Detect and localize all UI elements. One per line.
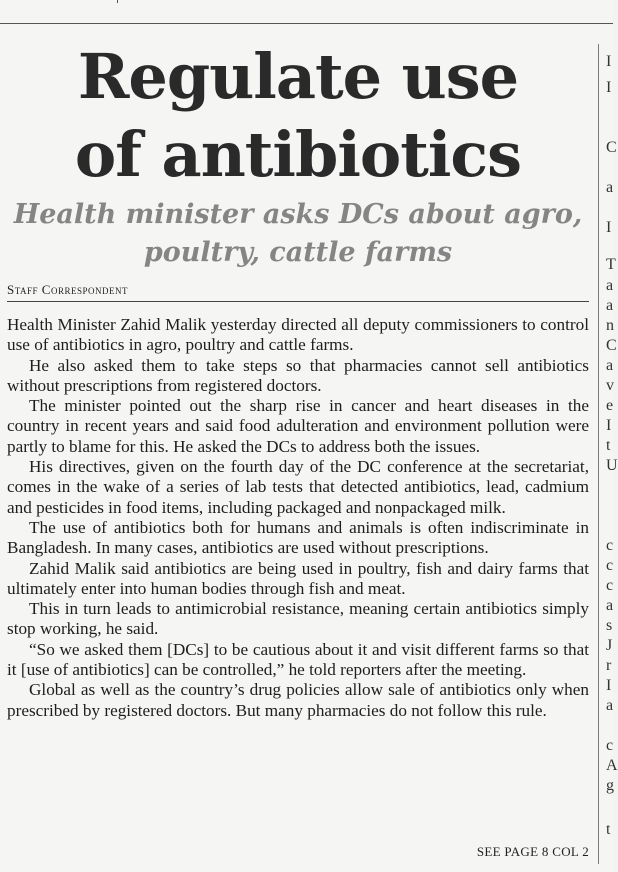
adjacent-column-fragment: r [606,657,612,674]
article-body [7,315,589,721]
paragraph: “So we asked them [DCs] to be cautious about it and visit different farms so that it [use of antibiotics] can be controlled,” he told reporters after the meeting. [7,639,589,680]
paragraph: Health Minister Zahid Malik yesterday directed all deputy commissioners to control use of antibiotics in agro, poultry and cattle farms. [7,315,589,355]
top-rule [0,23,613,24]
adjacent-column-fragment: a [606,697,614,714]
adjacent-column-fragment: c [606,557,614,574]
adjacent-column-fragment: g [606,777,614,794]
subheadline-line-2: poultry, cattle farms [143,237,453,268]
paragraph: His directives, given on the fourth day of the DC conference at the secretariat, comes in the wake of a series of lab tests that detected antibiotics, lead, cadmium and pesticides in food items, including packaged and nonpackaged milk. [7,457,589,517]
adjacent-column-fragment: e [606,397,614,414]
adjacent-column-fragment: c [606,537,614,554]
adjacent-column-fragment: s [606,617,613,634]
paragraph: This in turn leads to antimicrobial resistance, meaning certain antibiotics simply stop working, he said. [7,599,589,639]
adjacent-column-fragment: t [606,821,611,838]
article [7,38,589,721]
subheadline-line-1: Health minister asks DCs about agro, [13,199,583,230]
adjacent-column-fragment: I [606,219,612,236]
adjacent-column-fragment: I [606,677,612,694]
paragraph: Zahid Malik said antibiotics are being used in poultry, fish and dairy farms that ultimately enter into human bodies through fish and meat. [7,558,589,598]
adjacent-column-fragment: n [606,317,614,334]
column-divider [598,44,599,864]
paragraph: He also asked them to take steps so that pharmacies cannot sell antibiotics without prescriptions from registered doctors. [7,355,589,395]
adjacent-column-fragment: a [606,179,614,196]
headline-line-2: of antibiotics [74,118,522,191]
adjacent-column-fragment: C [606,139,617,156]
paragraph: The use of antibiotics both for humans and animals is often indiscriminate in Bangladesh. In many cases, antibiotics are used without prescriptions. [7,517,589,558]
adjacent-column-fragment: c [606,737,614,754]
top-tick-mark [117,0,118,3]
headline [7,38,589,194]
adjacent-column-fragment: T [606,256,616,273]
byline: Staff Correspondent [7,282,589,302]
adjacent-column-fragment: a [606,597,614,614]
headline-line-1: Regulate use [77,40,519,113]
paragraph: The minister pointed out the sharp rise in cancer and heart diseases in the country in recent years and said food adulteration and environment pollution were partly to blame for this. He asked the DCs to address both the issues. [7,396,589,456]
adjacent-column-fragment: C [606,337,617,354]
adjacent-column-fragment: I [606,79,612,96]
subheadline [7,196,589,272]
adjacent-column-fragment: a [606,277,614,294]
continued-on-page-label: SEE PAGE 8 COL 2 [476,844,589,859]
paragraph: Global as well as the country’s drug policies allow sale of antibiotics only when prescribed by registered doctors. But many pharmacies do not follow this rule. [7,680,589,720]
adjacent-column-fragment: v [606,377,614,394]
adjacent-column-fragment: a [606,297,614,314]
adjacent-column-fragment: A [606,757,618,774]
adjacent-column-fragment: t [606,437,611,454]
adjacent-column-fragment: I [606,53,612,70]
adjacent-column-fragment: c [606,577,614,594]
adjacent-column-fragment: U [606,457,618,474]
adjacent-column-fragment: I [606,417,612,434]
adjacent-column-fragment: a [606,357,614,374]
adjacent-column-fragment: J [606,637,613,654]
